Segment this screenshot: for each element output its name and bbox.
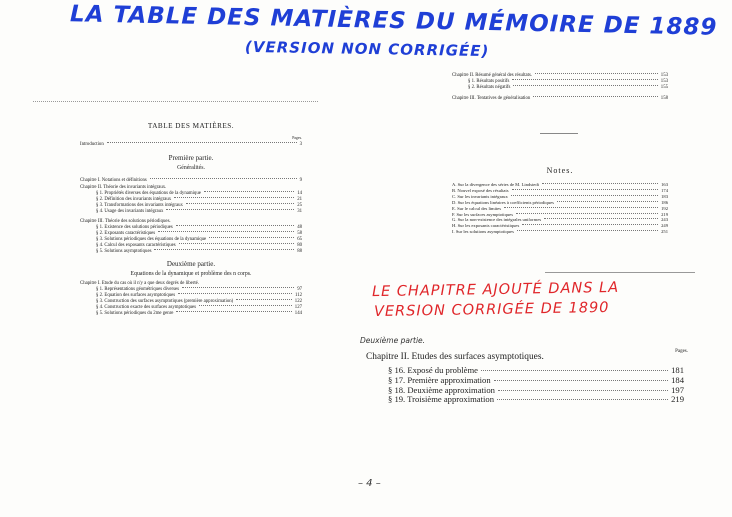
- toc-entry-section: § 2. Résultats négatifs 155: [468, 84, 668, 90]
- note-entry: E. Sur le calcul des limites 192: [452, 205, 668, 211]
- clipping-chapter-heading: Chapitre II. Etudes des surfaces asymptotiques.: [366, 352, 544, 362]
- toc-entry-section: § 5. Solutions périodiques du 2me genre 144: [96, 310, 302, 316]
- part2-subtitle: Equations de la dynamique et problème des n corps.: [130, 271, 252, 278]
- toc-entry-section: § 1. Résultats positifs 153: [468, 78, 668, 84]
- note-entry: D. Sur les équations linéaires à coefficients périodiques 186: [452, 199, 668, 205]
- note-entry: B. Nouvel exposé des résultats 174: [452, 187, 668, 193]
- toc-entry-section: § 1. Représentations géométriques diverses 97: [96, 287, 302, 293]
- toc-entry-chapter: Chapitre I. Notations et définitions 9: [80, 177, 302, 183]
- toc-entry-section: § 2. Définition des invariants intégraux 21: [96, 197, 302, 203]
- page-number: – 4 –: [358, 478, 381, 489]
- chapter-heading: Chapitre I. Etude du cas où il n'y a que deux degrés de liberté.: [80, 281, 200, 287]
- clipping-section-entry: § 16. Exposé du problème 181: [388, 365, 684, 375]
- left-page-top-border: [33, 101, 318, 102]
- handwritten-title-line1: LA TABLE DES MATIÈRES DU MÉMOIRE DE 1889: [69, 1, 718, 41]
- pages-label: Pages.: [292, 135, 302, 140]
- note-entry: I. Sur les solutions asymptotiques 251: [452, 229, 668, 235]
- toc-entry-section: § 3. Transformations des invariants intégraux 25: [96, 203, 302, 209]
- toc-entry-chapter: Chapitre III. Tentatives de généralisation 158: [452, 95, 668, 101]
- pasted-clipping: [352, 336, 694, 414]
- part1-subtitle: Généralités.: [177, 164, 205, 171]
- part1-title: Première partie.: [168, 153, 214, 162]
- toc-entry-section: § 1. Existence des solutions périodiques 48: [96, 224, 302, 230]
- note-entry: F. Sur les surfaces asymptotiques 219: [452, 211, 668, 217]
- note-entry: G. Sur la non-existence des intégrales uniformes 243: [452, 217, 668, 223]
- note-entry: A. Sur la divergence des séries de M. Lindstedt 163: [452, 182, 668, 187]
- chapter-heading: Chapitre II. Théorie des invariants intégraux.: [80, 185, 167, 191]
- part2-title: Deuxième partie.: [166, 260, 216, 269]
- clipping-pages-label: Pages.: [675, 349, 688, 354]
- toc-entry-section: § 1. Propriétés diverses des équations de la dynamique 14: [96, 191, 302, 197]
- note-entry: H. Sur les exposants caractéristiques 249: [452, 223, 668, 229]
- chapter-heading: Chapitre III. Théorie des solutions périodiques.: [80, 218, 171, 224]
- center-dash: [540, 133, 578, 134]
- toc-entry-section: § 4. Usage des invariants intégraux 31: [96, 209, 302, 215]
- red-annotation-line2: VERSION CORRIGÉE DE 1890: [373, 299, 610, 321]
- clipping-section-entry: § 19. Troisième approximation 219: [388, 394, 684, 405]
- left-page-toc: [80, 124, 302, 317]
- toc-entry-section: § 3. Construction des surfaces asymptotiques (première approximation) 122: [96, 298, 302, 304]
- toc-entry-section: § 2. Equation des surfaces asymptotiques 112: [96, 293, 302, 299]
- toc-entry-section: § 5. Solutions asymptotiques 88: [96, 248, 302, 254]
- clipping-section-entry: § 18. Deuxième approximation 197: [388, 384, 684, 395]
- notes-list: [452, 182, 668, 235]
- notes-title: Notes.: [546, 166, 574, 175]
- toc-entry-section: § 4. Construction exacte des surfaces asymptotiques 127: [96, 304, 302, 310]
- toc-entry-section: § 2. Exposants caractéristiques 58: [96, 230, 302, 236]
- toc-entry-introduction: Introduction 3: [80, 141, 302, 147]
- toc-entry-chapter: Chapitre II. Résumé général des résultats. 153: [452, 73, 668, 78]
- toc-entry-section: § 4. Calcul des exposants caractéristiques 80: [96, 242, 302, 248]
- red-annotation-line1: LE CHAPITRE AJOUTÉ DANS LA: [371, 279, 620, 301]
- right-page-toc: [452, 73, 668, 102]
- note-entry: C. Sur les invariants intégraux 183: [452, 193, 668, 199]
- handwritten-title-line2: (VERSION NON CORRIGÉE): [244, 37, 490, 61]
- handwritten-part-label: Deuxième partie.: [360, 336, 426, 345]
- toc-heading: TABLE DES MATIÈRES.: [147, 122, 235, 130]
- clipping-section-entry: § 17. Première approximation 184: [388, 374, 684, 385]
- toc-entry-section: § 3. Solutions périodiques des équations de la dynamique 65: [96, 236, 302, 242]
- right-page-divider: [545, 272, 695, 273]
